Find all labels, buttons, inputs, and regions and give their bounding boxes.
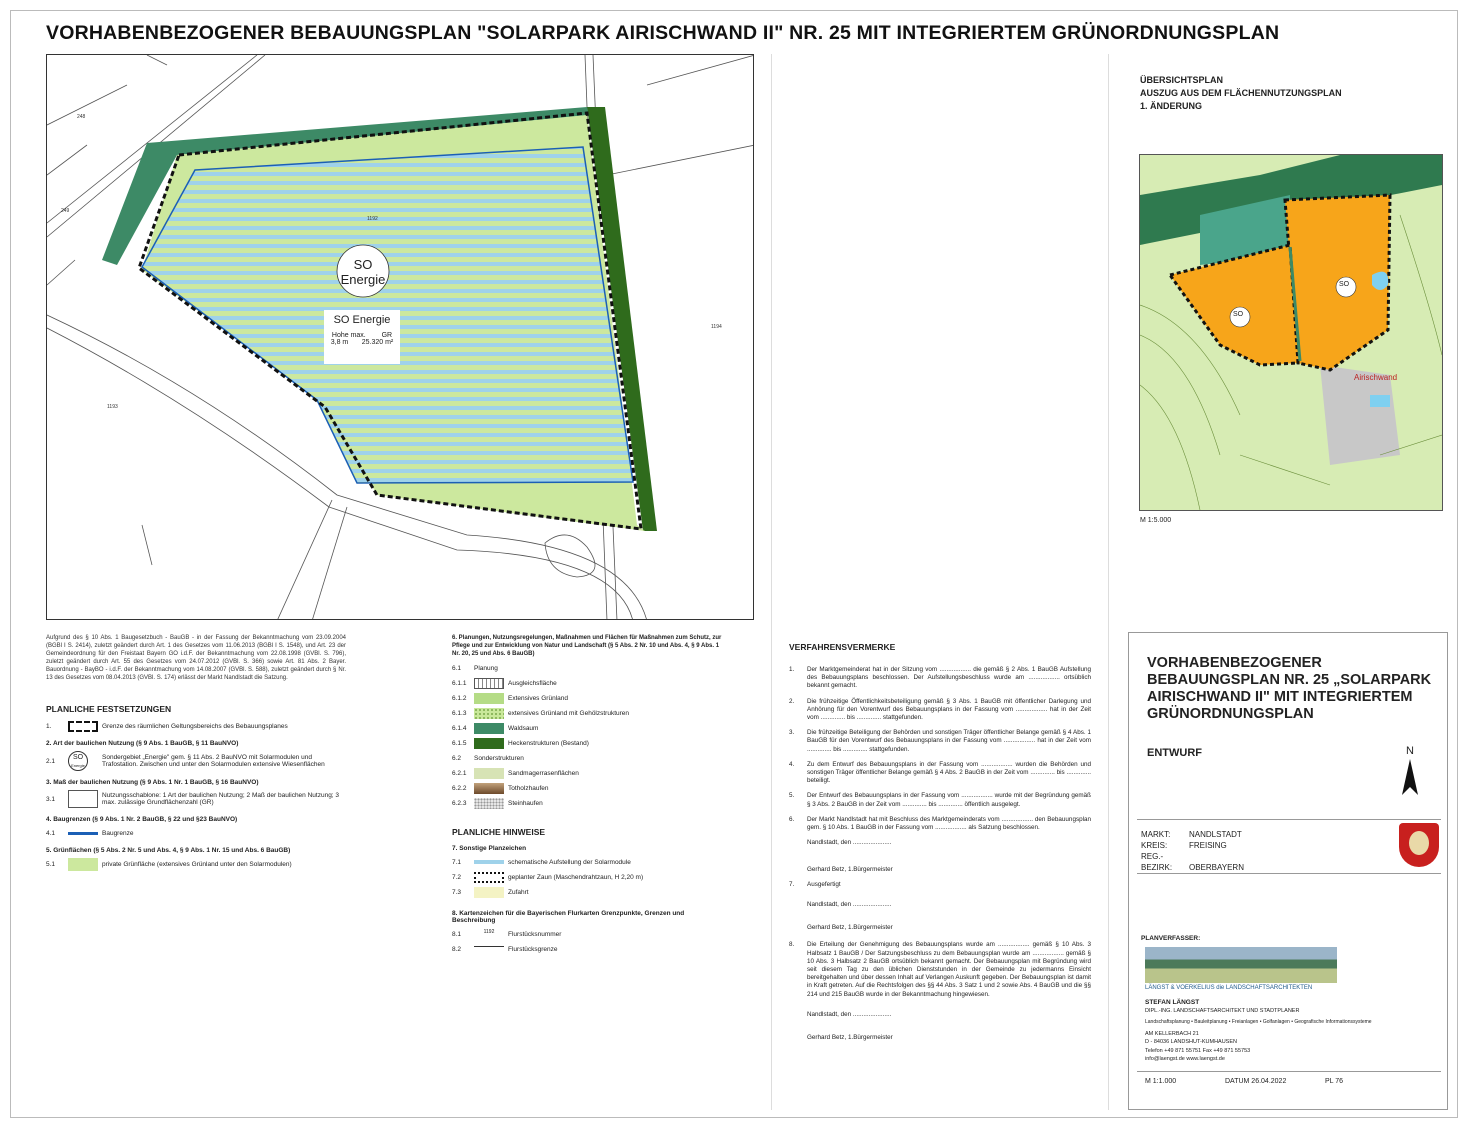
plan-date: DATUM 26.04.2022 — [1225, 1078, 1287, 1085]
parcel-border-symbol — [474, 946, 504, 952]
procedure-text: Der Marktgemeinderat hat in der Sitzung vom .................. die gemäß § 2 Abs. 1 BauGB Aufstellung des Bebauungsplans beschlossen. Der Aufstellungsbeschluss wurde am .................. ortsüblich bekannt gemacht. — [807, 666, 1091, 690]
legend-text: Flurstücksnummer — [508, 930, 562, 938]
parcel-label: 248 — [77, 114, 86, 120]
legend-text: Totholzhaufen — [508, 784, 549, 792]
overview-map[interactable] — [1139, 154, 1443, 511]
legend-text: Extensives Grünland — [508, 694, 568, 702]
north-arrow — [1395, 745, 1425, 802]
schema-symbol — [68, 790, 98, 808]
signer: Gerhard Betz, 1.Bürgermeister — [807, 924, 893, 932]
procedure-text: Der Markt Nandlstadt hat mit Beschluss des Marktgemeinderats vom .................. den Bebauungsplan gem. § 10 Abs. 1 BauGB in der Fassung vom .................. als Satzung beschlossen. — [807, 815, 1091, 832]
signer: Gerhard Betz, 1.Bürgermeister — [807, 866, 893, 874]
legend-text: Sonderstrukturen — [474, 754, 524, 762]
legend-section: 7. Sonstige Planzeichen — [452, 845, 527, 852]
legend-text: geplanter Zaun (Maschendrahtzaun, H 2,20 m) — [508, 873, 644, 881]
bezirk-label: REG.-BEZIRK: — [1141, 852, 1173, 872]
plan-status: ENTWURF — [1147, 747, 1202, 759]
so-symbol-sub: Energie — [71, 763, 85, 768]
plan-scale: M 1:1.000 — [1145, 1078, 1177, 1085]
grassland-symbol — [474, 693, 504, 704]
boundary-symbol — [68, 721, 98, 732]
stone-symbol — [474, 798, 504, 809]
legend-text: Ausgleichsfläche — [508, 679, 557, 687]
so-label-energie: Energie — [340, 272, 386, 287]
firm-logo — [1145, 947, 1337, 983]
legend-text: private Grünfläche (extensives Grünland unter den Solarmodulen) — [102, 861, 292, 868]
schema-height-label: Hohe max. — [331, 332, 366, 339]
legend-text: Sondergebiet „Energie" gem. § 11 Abs. 2 BauNVO mit Solarmodulen und Trafostation. Zwischen und unter den Solarmodulen extensive Wiesenflächen — [102, 754, 325, 768]
legend-section: 8. Kartenzeichen für die Bayerischen Flurkarten Grenzpunkte, Grenzen und Beschreibung — [452, 910, 685, 924]
title-block-title: VORHABENBEZOGENER BEBAUUNGSPLAN NR. 25 „SOLARPARK AIRISCHWAND II" MIT INTEGRIERTEM GRÜNORDNUNGSPLAN — [1147, 655, 1432, 722]
legend-text: Zufahrt — [508, 888, 529, 896]
procedure-item — [789, 666, 1091, 691]
legend-text: Heckenstrukturen (Bestand) — [508, 739, 589, 747]
overview-title-line: ÜBERSICHTSPLAN — [1140, 75, 1224, 85]
procedure-item — [789, 816, 1091, 832]
module-symbol — [474, 860, 504, 864]
legend-middle: 6. Planungen, Nutzungsregelungen, Maßnahmen und Flächen für Maßnahmen zum Schutz, zur Pflege und zur Entwicklung von Natur und Landschaft (§ 5 Abs. 2 Nr. 10 und Abs. 4, § 9 Abs. 1 Nr. 20, 25 und Abs. 6 BauGB) 6.1 Planung 6.1.1 Ausgleichsfläche 6.1.2 Extensives Grünland 6.1.3 extensives Grünland mit Gehölzstrukturen 6.1.4 Waldsaum 6.1.5 Heckenstrukturen (Bestand) 6.2 Sonderstrukturen 6.2.1 Sandmagerrasenflächen 6.2.2 Totholzhaufen 6.2.3 Steinhaufen PLANLICHE HINWEISE 7. Sonstige Planzeichen 7.1 schematische Aufstellung der Solarmodule 7.2 geplanter Zaun (Maschendrahtzaun, H 2,20 m) 7.3 Zufahrt 8. Kartenzeichen für die Bayerischen Flurkarten Grenzpunkte, Grenzen und Beschreibung 8.1 1192 Flurstücksnummer 8.2 Flurstücksgrenze — [452, 635, 722, 953]
procedure-item — [789, 761, 1091, 786]
legend-text: extensives Grünland mit Gehölzstrukturen — [508, 709, 630, 717]
parcel-label: 1193 — [107, 404, 118, 410]
markt-label: MARKT: — [1141, 830, 1171, 839]
page-title: VORHABENBEZOGENER BEBAUUNGSPLAN "SOLARPARK AIRISCHWAND II" NR. 25 MIT INTEGRIERTEM GRÜNORDNUNGSPLAN — [46, 22, 1280, 44]
address-line: AM KELLERBACH 21 — [1145, 1031, 1199, 1037]
procedure-item — [789, 729, 1091, 754]
overview-scale: M 1:5.000 — [1140, 517, 1172, 524]
legend-section: 4. Baugrenzen (§ 9 Abs. 1 Nr. 2 BauGB, § 22 und §23 BauNVO) — [46, 816, 238, 823]
legend-num: 1. — [46, 722, 52, 730]
procedure-num: 7. — [789, 881, 795, 889]
parcel-label: 1192 — [367, 216, 378, 222]
parcel-label: 249 — [61, 208, 70, 214]
legend-text: Flurstücksgrenze — [508, 945, 558, 953]
place-date: Nandlstadt, den ...................... — [807, 1010, 892, 1018]
procedure-heading: VERFAHRENSVERMERKE — [789, 642, 896, 652]
legend-text: Planung — [474, 664, 498, 672]
legend-text: Nutzungsschablone: 1 Art der baulichen Nutzung; 2 Maß der baulichen Nutzung; 3 max. zulässige Grundflächenzahl (GR) — [102, 792, 340, 806]
mail-line: info@laengst.de www.laengst.de — [1145, 1056, 1225, 1062]
procedure-text: Ausgefertigt — [807, 881, 841, 889]
planverfasser-label: PLANVERFASSER: — [1141, 935, 1201, 942]
schema-title: SO Energie — [333, 314, 391, 326]
procedure-num: 5. — [789, 792, 795, 800]
procedure-num: 4. — [789, 760, 795, 768]
grassland-shrub-symbol — [474, 708, 504, 719]
legend-text: schematische Aufstellung der Solarmodule — [508, 858, 631, 866]
overview-place-label: Airischwand — [1354, 373, 1398, 382]
coat-of-arms — [1399, 823, 1439, 867]
legend-text: Waldsaum — [508, 724, 539, 732]
ausgleich-symbol — [474, 678, 504, 689]
procedure-text: Der Entwurf des Bebauungsplans in der Fassung vom .................. wurde mit der Begründung gemäß § 3 Abs. 2 BauGB in der Zeit vom .............. bis .............. öffentlich ausgelegt. — [807, 792, 1091, 808]
plan-number: PL 76 — [1325, 1078, 1344, 1085]
intro-text: Aufgrund des § 10 Abs. 1 Baugesetzbuch - BauGB - in der Fassung der Bekanntmachung vom 23.09.2004 (BGBl I S. 2414), zuletzt geändert durch Art. 1 des Gesetzes vom 11.06.2013 (BGBl I S. 1548), und Art. 23 der Gemeindeordnung für den Freistaat Bayern GO i.d.F. der Bekanntmachung vom 22.08.1998 (GVBl. S. 796), zuletzt geändert durch Art. 55 des Gesetzes vom 24.07.2012 (GVBl. S. 366) sowie Art. 81 Abs. 2 Bayer. Bauordnung - BayBO - i.d.F. der Bekanntmachung vom 14.08.2007 (GVBl. S. 588), zuletzt geändert durch § Nr. 13 des Gesetzes vom 08.04.2013 (GVBl. S. 174) erlässt der Markt Nandlstadt die Satzung. — [46, 635, 346, 681]
procedure-num: 3. — [789, 729, 795, 737]
procedure-num: 8. — [789, 941, 795, 949]
plan-map[interactable] — [46, 54, 754, 620]
person-name: STEFAN LÄNGST — [1145, 999, 1200, 1006]
kreis-value: FREISING — [1189, 841, 1227, 850]
procedure-text: Die frühzeitige Öffentlichkeitsbeteiligung gemäß § 3 Abs. 1 BauGB mit öffentlicher Darlegung und Anhörung für den Vorentwurf des Bebauungsplans in der Fassung vom .................. hat in der Zeit vom .............. bis .............. stattgefunden. — [807, 697, 1091, 722]
north-arrow-icon — [1400, 757, 1420, 797]
legend-num: 3.1 — [46, 795, 56, 803]
overview-title-line: AUSZUG AUS DEM FLÄCHENNUTZUNGSPLAN — [1140, 88, 1342, 98]
legend-section: 6. Planungen, Nutzungsregelungen, Maßnahmen und Flächen für Maßnahmen zum Schutz, zur Pflege und zur Entwicklung von Natur und Landschaft (§ 5 Abs. 2 Nr. 10 und Abs. 4, § 9 Abs. 1 Nr. 20, 25 und Abs. 6 BauGB) — [452, 635, 722, 657]
fence-symbol — [474, 872, 504, 883]
legend-num: 5.1 — [46, 861, 56, 868]
phone-line: Telefon +49 871 55751 Fax +49 871 55753 — [1145, 1048, 1251, 1054]
so-symbol-text: SO — [72, 754, 84, 761]
hinweise-heading: PLANLICHE HINWEISE — [452, 827, 546, 837]
column-divider — [771, 54, 772, 1110]
firm-name: LÄNGST & VOERKELIUS die LANDSCHAFTSARCHITEKTEN — [1145, 985, 1313, 991]
legend-section: 3. Maß der baulichen Nutzung (§ 9 Abs. 1 Nr. 1 BauGB, § 16 BauNVO) — [46, 779, 259, 786]
access-symbol — [474, 887, 504, 898]
legend-text: Steinhaufen — [508, 799, 543, 807]
legend-section: 2. Art der baulichen Nutzung (§ 9 Abs. 1 BauGB, § 11 BauNVO) — [46, 740, 239, 747]
overview-title-line: 1. ÄNDERUNG — [1140, 101, 1203, 111]
bezirk-value: OBERBAYERN — [1189, 863, 1244, 872]
procedure-text: Zu dem Entwurf des Bebauungsplans in der Fassung vom .................. wurden die Behörden und sonstigen Träger öffentlicher Belange gemäß § 4 Abs. 2 BauGB in der Zeit vom .............. bis .............. beteiligt. — [807, 760, 1091, 785]
title-block — [1128, 632, 1448, 1110]
parcel-number-symbol: 1192 — [483, 928, 495, 935]
procedure-item — [789, 698, 1091, 723]
procedure-num: 2. — [789, 697, 795, 705]
signer: Gerhard Betz, 1.Bürgermeister — [807, 1033, 893, 1041]
legend-text: Sandmagerrasenflächen — [508, 769, 579, 777]
kreis-label: KREIS: — [1141, 841, 1168, 850]
schema-height-value: 3,8 m — [330, 339, 349, 346]
legend-left — [46, 634, 346, 874]
legend-heading: PLANLICHE FESTSETZUNGEN — [46, 704, 172, 714]
so-symbol — [68, 751, 88, 771]
overview-so-label: SO — [1233, 311, 1244, 318]
overview-so-label: SO — [1339, 281, 1350, 288]
parcel-label: 1194 — [711, 324, 722, 330]
person-title: DIPL.-ING. LANDSCHAFTSARCHITEKT UND STADTPLANER — [1145, 1008, 1300, 1014]
procedure-num: 1. — [789, 666, 795, 673]
legend-section: 5. Grünflächen (§ 5 Abs. 2 Nr. 5 und Abs. 4, § 9 Abs. 1 Nr. 15 und Abs. 6 BauGB) — [46, 847, 291, 854]
legend-num: 4.1 — [46, 829, 56, 837]
green-area-symbol — [68, 858, 98, 871]
procedure-num: 6. — [789, 815, 795, 823]
overview-title — [1140, 74, 1342, 113]
address-line: D - 84036 LANDSHUT-KUMHAUSEN — [1145, 1039, 1237, 1045]
procedure-item — [789, 792, 1091, 808]
markt-value: NANDLSTADT — [1189, 830, 1242, 839]
north-label: N — [1406, 745, 1414, 757]
place-date: Nandlstadt, den ...................... — [807, 839, 892, 847]
so-label: SO — [353, 257, 373, 272]
admin-info — [1141, 829, 1244, 873]
schema-gr-label: GR — [381, 332, 393, 339]
procedure-text: Die Erteilung der Genehmigung des Bebauungsplans wurde am .................. gemäß § 10 Abs. 3 Halbsatz 1 BauGB / Der Satzungsbeschluss zu dem Bebauungsplan wurde am .................. gemäß § 10 Abs. 3 Halbsatz 2 BauGB ortsüblich bekannt gemacht. Der Bebauungsplan mit Begründung wird seit diesem Tag zu den üblichen Dienststunden in der Gemeinde zu jedermanns Einsicht bereitgehalten und über dessen Inhalt auf Verlangen Auskunft gegeben. Der Bebauungsplan ist damit in Kraft getreten. Auf die Rechtsfolgen des §§ 44 Abs. 3 Satz 1 und 2 sowie Abs. 4 BauGB und die §§ 214 und 215 BauGB wurde in der Bekanntmachung hingewiesen. — [807, 941, 1091, 998]
legend-text: Baugrenze — [102, 829, 134, 837]
hecke-symbol — [474, 738, 504, 749]
legend-text: Grenze des räumlichen Geltungsbereichs des Bebauungsplanes — [102, 722, 288, 730]
schema-gr-value: 25.320 m² — [361, 339, 394, 346]
column-divider — [1108, 54, 1109, 1110]
procedure-text: Die frühzeitige Beteiligung der Behörden und sonstigen Träger öffentlicher Belange gemäß § 4 Abs. 1 BauGB für den Vorentwurf des Bebauungsplans in der Fassung vom .................. hat in der Zeit vom .............. bis .............. stattgefunden. — [807, 729, 1091, 753]
procedure-column — [789, 634, 1091, 1044]
deadwood-symbol — [474, 783, 504, 794]
sand-symbol — [474, 768, 504, 779]
services: Landschaftsplanung • Bauleitplanung • Freianlagen • Golfanlagen • Geografische Informationssysteme — [1145, 1019, 1372, 1025]
place-date: Nandlstadt, den ...................... — [807, 901, 892, 909]
usage-schema — [324, 310, 400, 364]
legend-num: 2.1 — [46, 757, 56, 765]
waldsaum-symbol — [474, 723, 504, 734]
baugrenze-symbol — [68, 832, 98, 835]
